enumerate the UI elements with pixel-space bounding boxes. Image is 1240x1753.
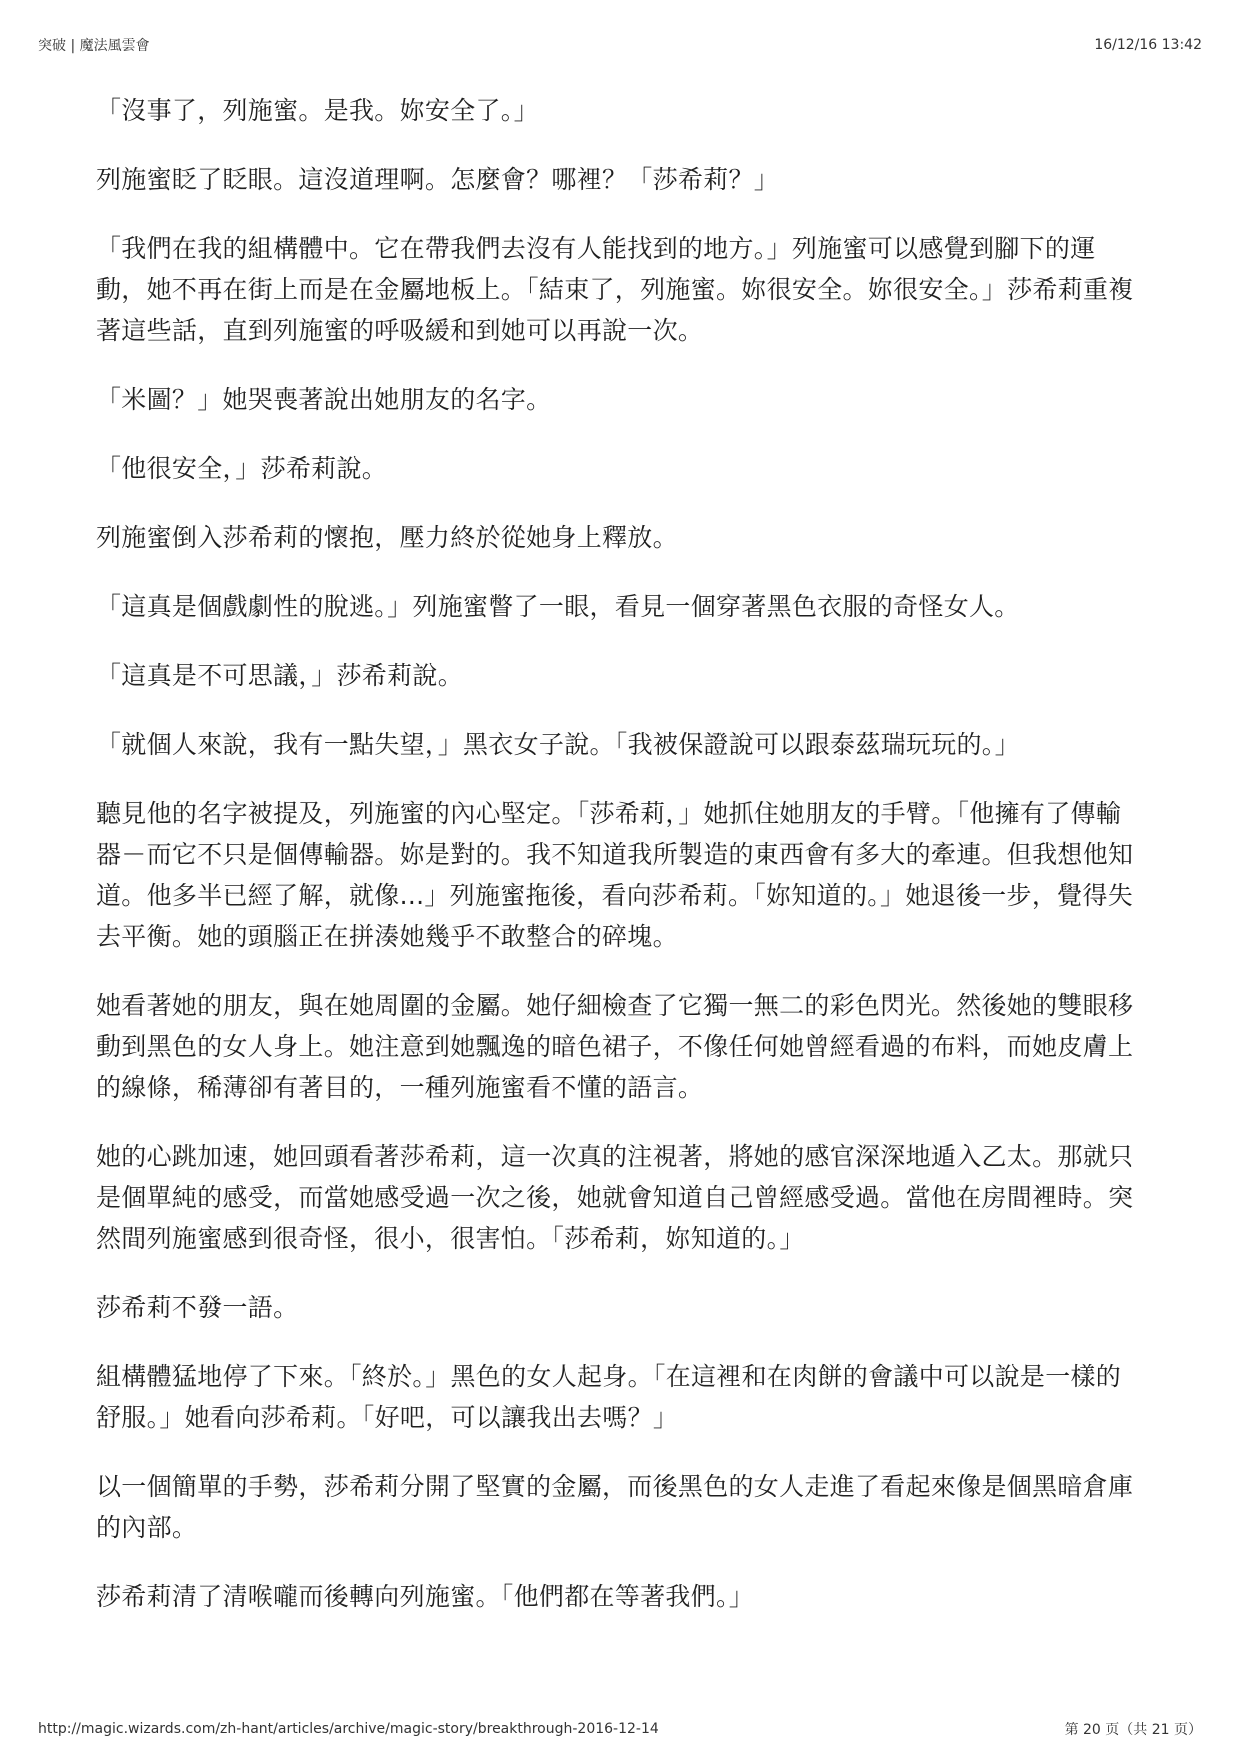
page-url: http://magic.wizards.com/zh-hant/articles/archive/magic-story/breakthrough-2016-12-14	[38, 1721, 659, 1737]
paragraph: 「就個人來說，我有一點失望，」黑衣女子說。「我被保證說可以跟泰茲瑞玩玩的。」	[96, 730, 1020, 759]
paragraph: 聽見他的名字被提及，列施蜜的內心堅定。「莎希莉，」她抓住她朋友的手臂。「他擁有了傳輸器－而它不只是個傳輸器。妳是對的。我不知道我所製造的東西會有多大的牽連。但我想他知道。他多半已經了解，就像...」列施蜜拖後，看向莎希莉。「妳知道的。」她退後一步，覺得失去平衡。她的頭腦正在拼湊她幾乎不敢整合的碎塊。	[96, 799, 1134, 951]
paragraph: 組構體猛地停了下來。「終於。」黑色的女人起身。「在這裡和在肉餅的會議中可以說是一樣的舒服。」她看向莎希莉。「好吧，可以讓我出去嗎？」	[96, 1362, 1122, 1432]
paragraph: 「沒事了，列施蜜。是我。妳安全了。」	[96, 96, 539, 125]
page-number: 第 20 页（共 21 页）	[1064, 1722, 1202, 1738]
article-body	[96, 90, 1146, 1645]
print-header	[38, 34, 1202, 56]
paragraph: 莎希莉清了清喉嚨而後轉向列施蜜。「他們都在等著我們。」	[96, 1582, 755, 1611]
paragraph: 「這真是不可思議，」莎希莉說。	[96, 661, 464, 690]
print-datetime: 16/12/16 13:42	[1094, 37, 1202, 53]
paragraph: 她的心跳加速，她回頭看著莎希莉，這一次真的注視著，將她的感官深深地遁入乙太。那就只是個單純的感受，而當她感受過一次之後，她就會知道自己曾經感受過。當他在房間裡時。突然間列施蜜感到很奇怪，很小，很害怕。「莎希莉，妳知道的。」	[96, 1142, 1134, 1253]
paragraph: 「米圖？」她哭喪著說出她朋友的名字。	[96, 385, 552, 414]
paragraph: 列施蜜倒入莎希莉的懷抱，壓力終於從她身上釋放。	[96, 523, 678, 552]
paragraph: 「他很安全，」莎希莉說。	[96, 454, 388, 483]
paragraph: 她看著她的朋友，與在她周圍的金屬。她仔細檢查了它獨一無二的彩色閃光。然後她的雙眼移動到黑色的女人身上。她注意到她飄逸的暗色裙子，不像任何她曾經看過的布料，而她皮膚上的線條，稀薄卻有著目的，一種列施蜜看不懂的語言。	[96, 991, 1134, 1102]
paragraph: 「這真是個戲劇性的脫逃。」列施蜜瞥了一眼，看見一個穿著黑色衣服的奇怪女人。	[96, 592, 1020, 621]
paragraph: 莎希莉不發一語。	[96, 1293, 299, 1322]
paragraph: 列施蜜眨了眨眼。這沒道理啊。怎麼會？哪裡？「莎希莉？」	[96, 165, 780, 194]
paragraph: 以一個簡單的手勢，莎希莉分開了堅實的金屬，而後黑色的女人走進了看起來像是個黑暗倉庫的內部。	[96, 1472, 1134, 1542]
print-footer	[38, 1718, 1202, 1740]
page-title: 突破 | 魔法風雲會	[38, 38, 150, 54]
paragraph: 「我們在我的組構體中。它在帶我們去沒有人能找到的地方。」列施蜜可以感覺到腳下的運動，她不再在街上而是在金屬地板上。「結束了，列施蜜。妳很安全。妳很安全。」莎希莉重複著這些話，直到列施蜜的呼吸緩和到她可以再說一次。	[96, 234, 1134, 345]
